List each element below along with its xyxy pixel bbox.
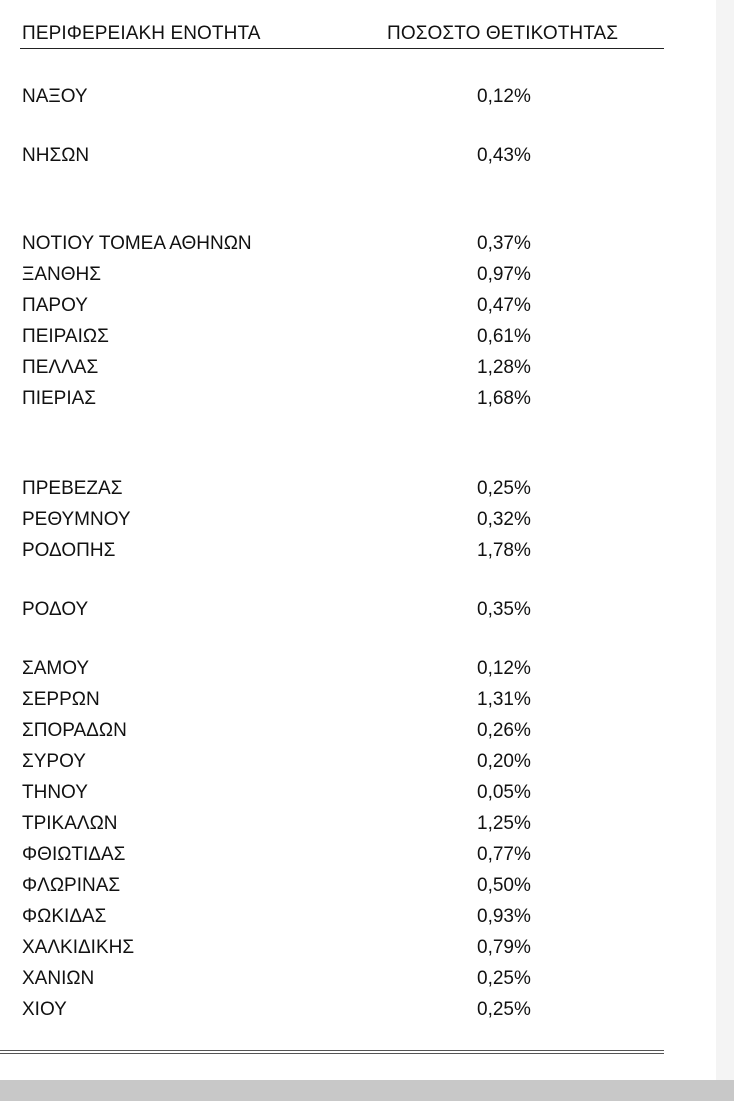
table-row	[22, 906, 662, 930]
positivity-rate: 0,37%	[477, 233, 531, 254]
table-row	[22, 388, 662, 412]
region-name: ΡΕΘΥΜΝΟΥ	[22, 509, 131, 530]
viewer-bottom-bar	[0, 1080, 734, 1101]
region-name: ΦΘΙΩΤΙΔΑΣ	[22, 844, 126, 865]
table-row	[22, 599, 662, 623]
positivity-rate: 0,32%	[477, 509, 531, 530]
table-row	[22, 509, 662, 533]
table-row	[22, 264, 662, 288]
positivity-rate: 0,77%	[477, 844, 531, 865]
positivity-rate: 0,25%	[477, 999, 531, 1020]
table-row	[22, 782, 662, 806]
region-name: ΤΗΝΟΥ	[22, 782, 88, 803]
region-name: ΣΑΜΟΥ	[22, 658, 90, 679]
header-rate: ΠΟΣΟΣΤΟ ΘΕΤΙΚΟΤΗΤΑΣ	[387, 23, 619, 44]
table-row	[22, 751, 662, 775]
region-name: ΦΛΩΡΙΝΑΣ	[22, 875, 121, 896]
table-row	[22, 689, 662, 713]
positivity-rate: 1,28%	[477, 357, 531, 378]
region-name: ΝΟΤΙΟΥ ΤΟΜΕΑ ΑΘΗΝΩΝ	[22, 233, 252, 254]
table-row	[22, 357, 662, 381]
positivity-rate: 0,97%	[477, 264, 531, 285]
region-name: ΧΙΟΥ	[22, 999, 67, 1020]
positivity-rate: 1,25%	[477, 813, 531, 834]
positivity-rate: 0,12%	[477, 658, 531, 679]
header-region: ΠΕΡΙΦΕΡΕΙΑΚΗ ΕΝΟΤΗΤΑ	[22, 23, 261, 44]
positivity-rate: 0,93%	[477, 906, 531, 927]
region-name: ΤΡΙΚΑΛΩΝ	[22, 813, 118, 834]
region-name: ΦΩΚΙΔΑΣ	[22, 906, 107, 927]
positivity-rate: 0,25%	[477, 478, 531, 499]
table-row	[22, 875, 662, 899]
table-row	[22, 295, 662, 319]
table-row	[22, 478, 662, 502]
region-name: ΠΡΕΒΕΖΑΣ	[22, 478, 123, 499]
region-name: ΣΠΟΡΑΔΩΝ	[22, 720, 127, 741]
positivity-rate: 0,25%	[477, 968, 531, 989]
region-name: ΣΕΡΡΩΝ	[22, 689, 100, 710]
table-bottom-rule	[0, 1050, 664, 1054]
region-name: ΧΑΛΚΙΔΙΚΗΣ	[22, 937, 135, 958]
table-row	[22, 937, 662, 961]
positivity-rate: 0,61%	[477, 326, 531, 347]
positivity-rate: 0,20%	[477, 751, 531, 772]
region-name: ΠΕΛΛΑΣ	[22, 357, 99, 378]
positivity-rate: 0,79%	[477, 937, 531, 958]
region-name: ΡΟΔΟΥ	[22, 599, 89, 620]
positivity-rate: 1,31%	[477, 689, 531, 710]
table-row	[22, 720, 662, 744]
table-row	[22, 968, 662, 992]
table-row	[22, 86, 662, 110]
table-row	[22, 145, 662, 169]
positivity-rate: 1,68%	[477, 388, 531, 409]
region-name: ΝΑΞΟΥ	[22, 86, 88, 107]
region-name: ΠΕΙΡΑΙΩΣ	[22, 326, 109, 347]
positivity-rate: 0,43%	[477, 145, 531, 166]
region-name: ΠΙΕΡΙΑΣ	[22, 388, 97, 409]
region-name: ΧΑΝΙΩΝ	[22, 968, 95, 989]
positivity-rate: 1,78%	[477, 540, 531, 561]
positivity-rate: 0,47%	[477, 295, 531, 316]
header-divider	[20, 48, 664, 49]
positivity-rate: 0,26%	[477, 720, 531, 741]
table-row	[22, 813, 662, 837]
positivity-rate: 0,50%	[477, 875, 531, 896]
region-name: ΠΑΡΟΥ	[22, 295, 88, 316]
table-row	[22, 233, 662, 257]
region-name: ΞΑΝΘΗΣ	[22, 264, 101, 285]
table-row	[22, 540, 662, 564]
region-name: ΝΗΣΩΝ	[22, 145, 90, 166]
page-margin	[716, 0, 734, 1080]
region-name: ΡΟΔΟΠΗΣ	[22, 540, 116, 561]
positivity-rate: 0,05%	[477, 782, 531, 803]
table-header	[22, 23, 662, 47]
region-name: ΣΥΡΟΥ	[22, 751, 86, 772]
table-row	[22, 658, 662, 682]
table-row	[22, 326, 662, 350]
table-row	[22, 999, 662, 1023]
positivity-rate: 0,35%	[477, 599, 531, 620]
table-row	[22, 844, 662, 868]
positivity-rate: 0,12%	[477, 86, 531, 107]
